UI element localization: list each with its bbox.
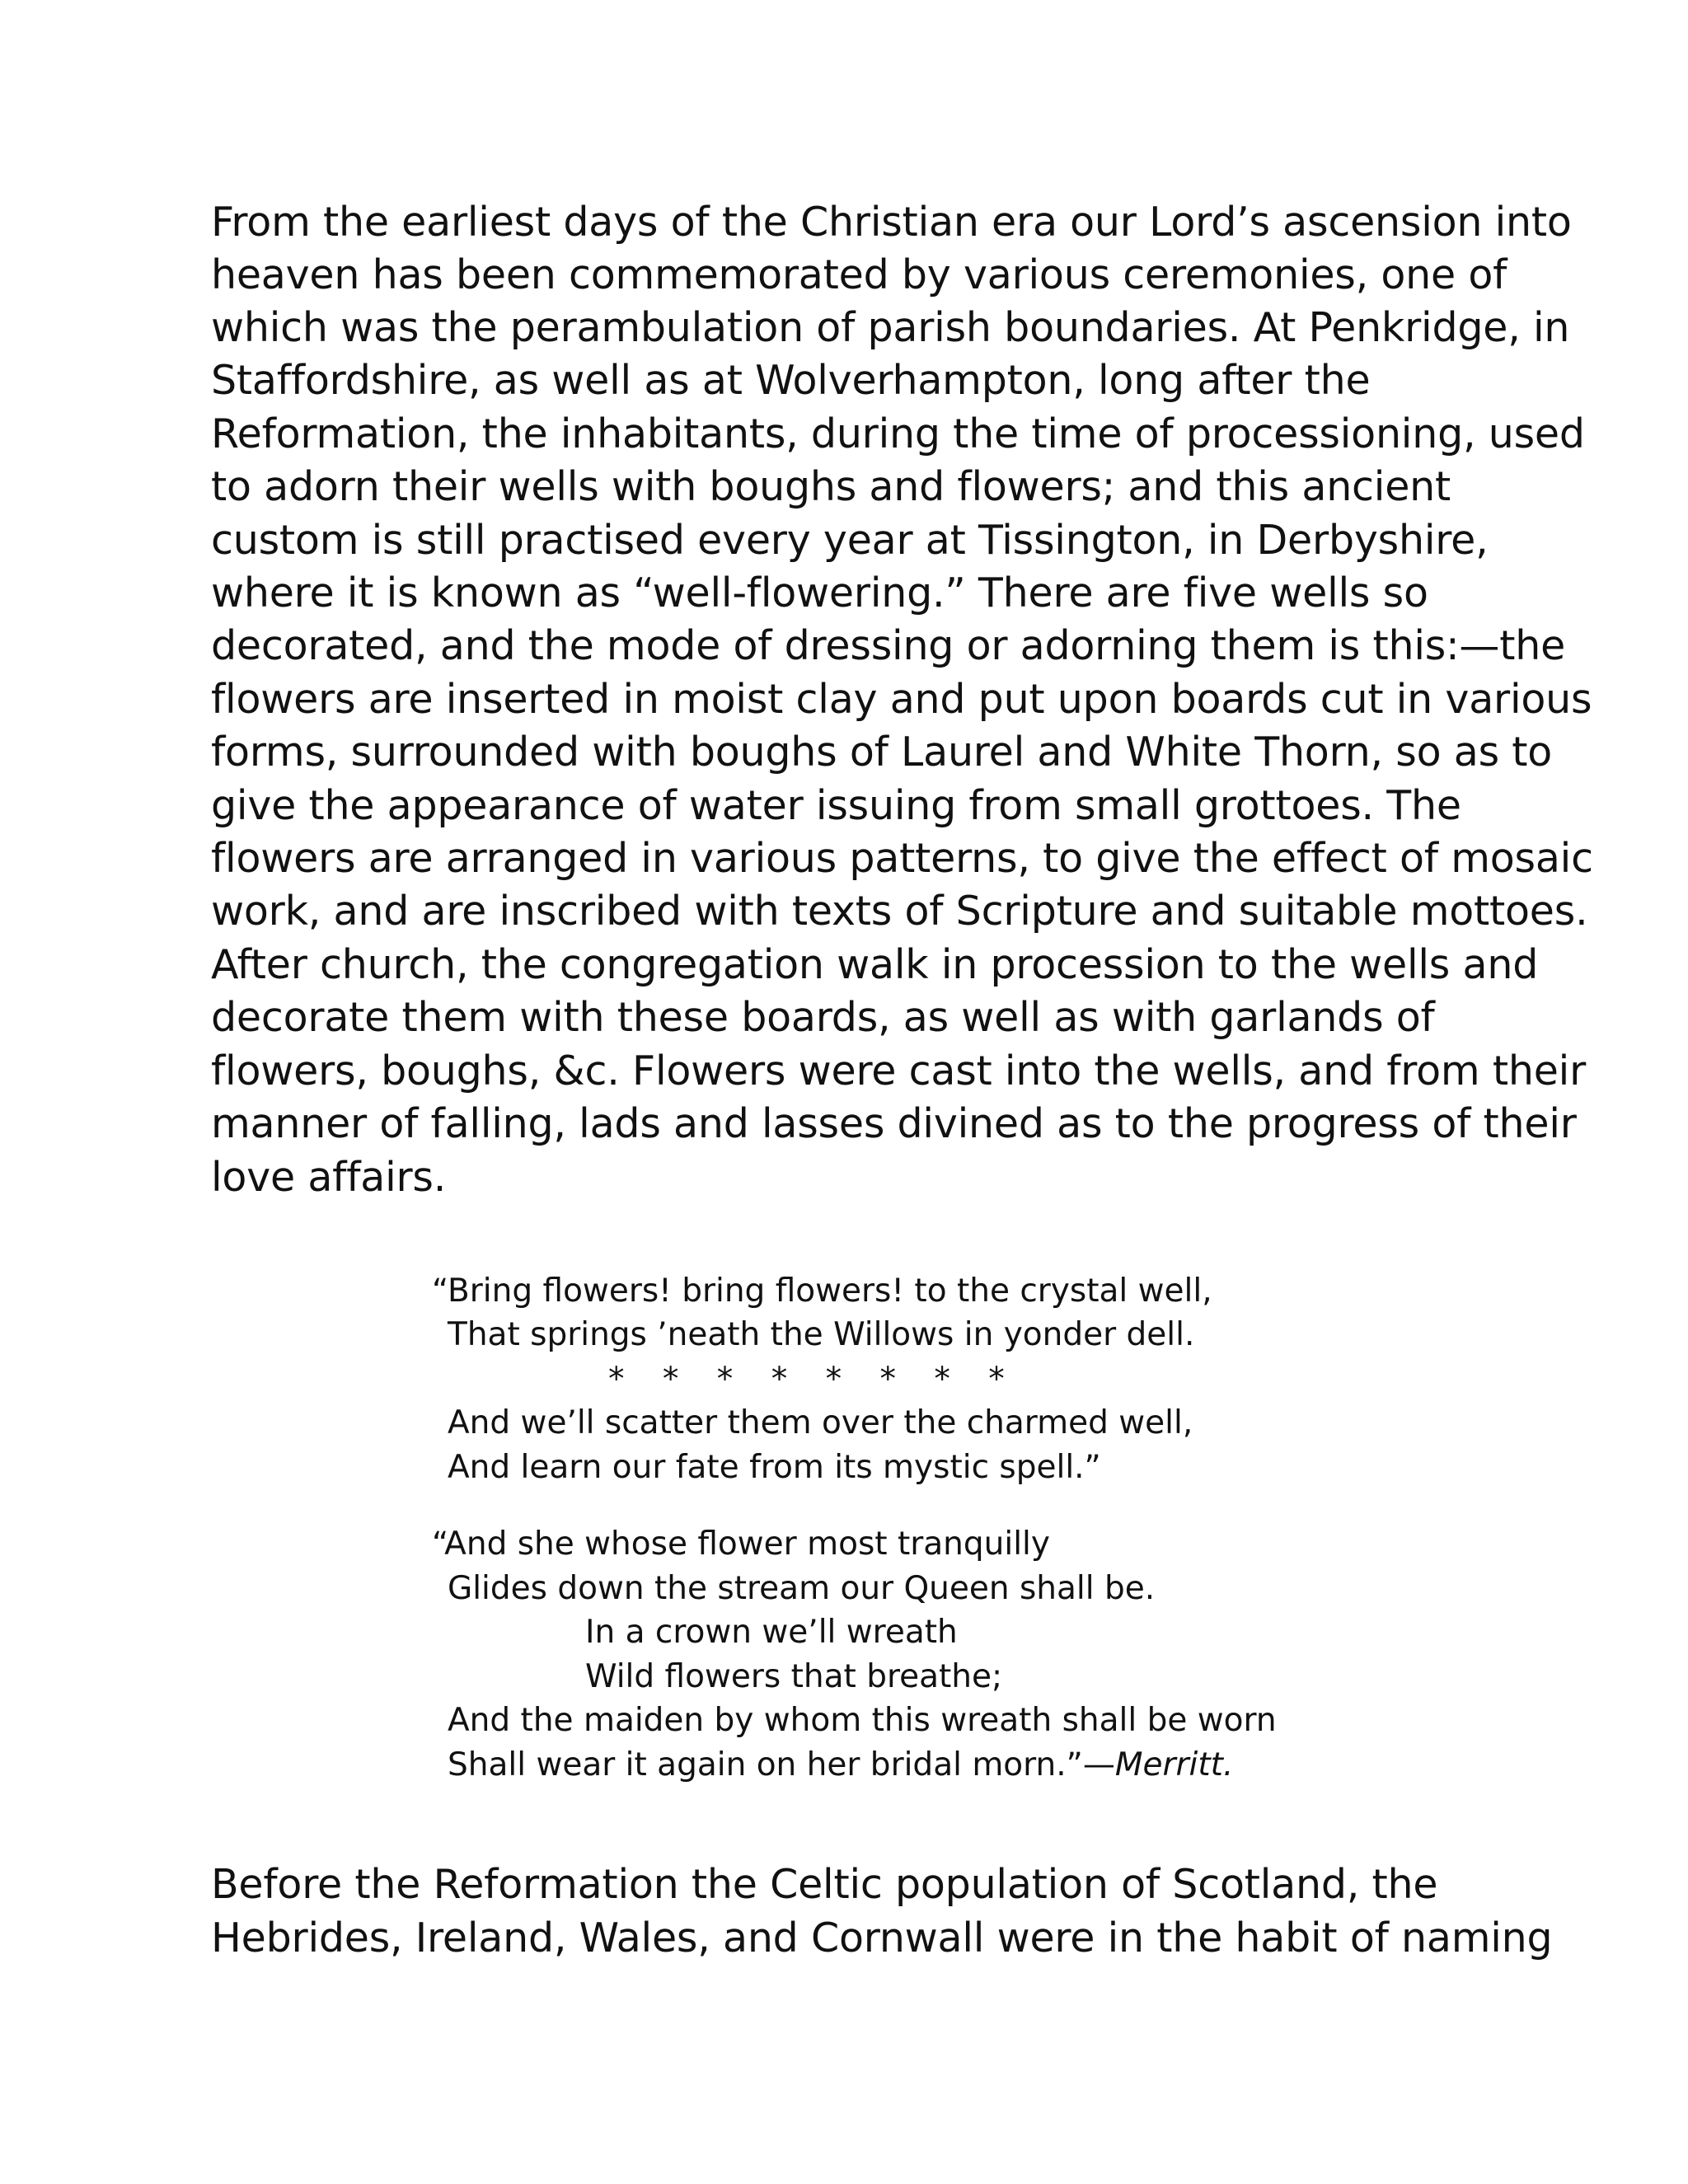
paragraph-line: Staffordshire, as well as at Wolverhampton, long after the	[211, 357, 1371, 404]
paragraph-line: to adorn their wells with boughs and flowers; and this ancient	[211, 463, 1451, 510]
paragraph-line: custom is still practised every year at Tissington, in Derbyshire,	[211, 517, 1489, 564]
paragraph-line: where it is known as “well-flowering.” There are five wells so	[211, 569, 1428, 616]
verse-attribution: Merritt.	[1114, 1746, 1234, 1783]
paragraph-line: Hebrides, Ireland, Wales, and Cornwall were in the habit of naming	[211, 1915, 1553, 1961]
verse-line: “Bring flowers! bring flowers! to the crystal well,	[432, 1272, 1212, 1310]
paragraph-line: Reformation, the inhabitants, during the time of processioning, used	[211, 410, 1585, 457]
paragraph-line: Before the Reformation the Celtic population of Scotland, the	[211, 1861, 1438, 1908]
paragraph-line: forms, surrounded with boughs of Laurel and White Thorn, so as to	[211, 729, 1553, 776]
verse-ellipsis-stars: * * * * * * * *	[608, 1361, 1005, 1398]
verse-line: And the maiden by whom this wreath shall be worn	[448, 1702, 1277, 1739]
paragraph-line: From the earliest days of the Christian era our Lord’s ascension into	[211, 199, 1572, 246]
verse-line: “And she whose flower most tranquilly	[432, 1526, 1050, 1563]
paragraph-line: heaven has been commemorated by various ceremonies, one of	[211, 251, 1507, 298]
verse-line: Glides down the stream our Queen shall be.	[448, 1570, 1156, 1607]
verse-line: And learn our fate from its mystic spell.”	[448, 1449, 1101, 1486]
paragraph-line: decorated, and the mode of dressing or adorning them is this:—the	[211, 622, 1566, 669]
paragraph-line: flowers, boughs, &c. Flowers were cast into the wells, and from their	[211, 1047, 1587, 1094]
paragraph-line: work, and are inscribed with texts of Scripture and suitable mottoes.	[211, 888, 1588, 935]
paragraph-line: give the appearance of water issuing from small grottoes. The	[211, 782, 1461, 829]
paragraph-line: decorate them with these boards, as well as with garlands of	[211, 994, 1435, 1041]
verse-line-with-attribution	[448, 1744, 1233, 1787]
paragraph-line: which was the perambulation of parish boundaries. At Penkridge, in	[211, 304, 1570, 351]
paragraph-line: love affairs.	[211, 1154, 447, 1201]
verse-line: That springs ’neath the Willows in yonder dell.	[448, 1316, 1195, 1353]
paragraph-line: flowers are inserted in moist clay and put upon boards cut in various	[211, 676, 1592, 723]
verse-line-indented: In a crown we’ll wreath	[585, 1614, 958, 1651]
paragraph-line: manner of falling, lads and lasses divined as to the progress of their	[211, 1100, 1577, 1147]
verse-line-indented: Wild flowers that breathe;	[585, 1658, 1003, 1695]
paragraph-line: flowers are arranged in various patterns, to give the effect of mosaic	[211, 835, 1593, 882]
verse-line-text: Shall wear it again on her bridal morn.”—	[448, 1746, 1115, 1783]
verse-line: And we’ll scatter them over the charmed well,	[448, 1404, 1193, 1441]
paragraph-line: After church, the congregation walk in procession to the wells and	[211, 941, 1539, 988]
